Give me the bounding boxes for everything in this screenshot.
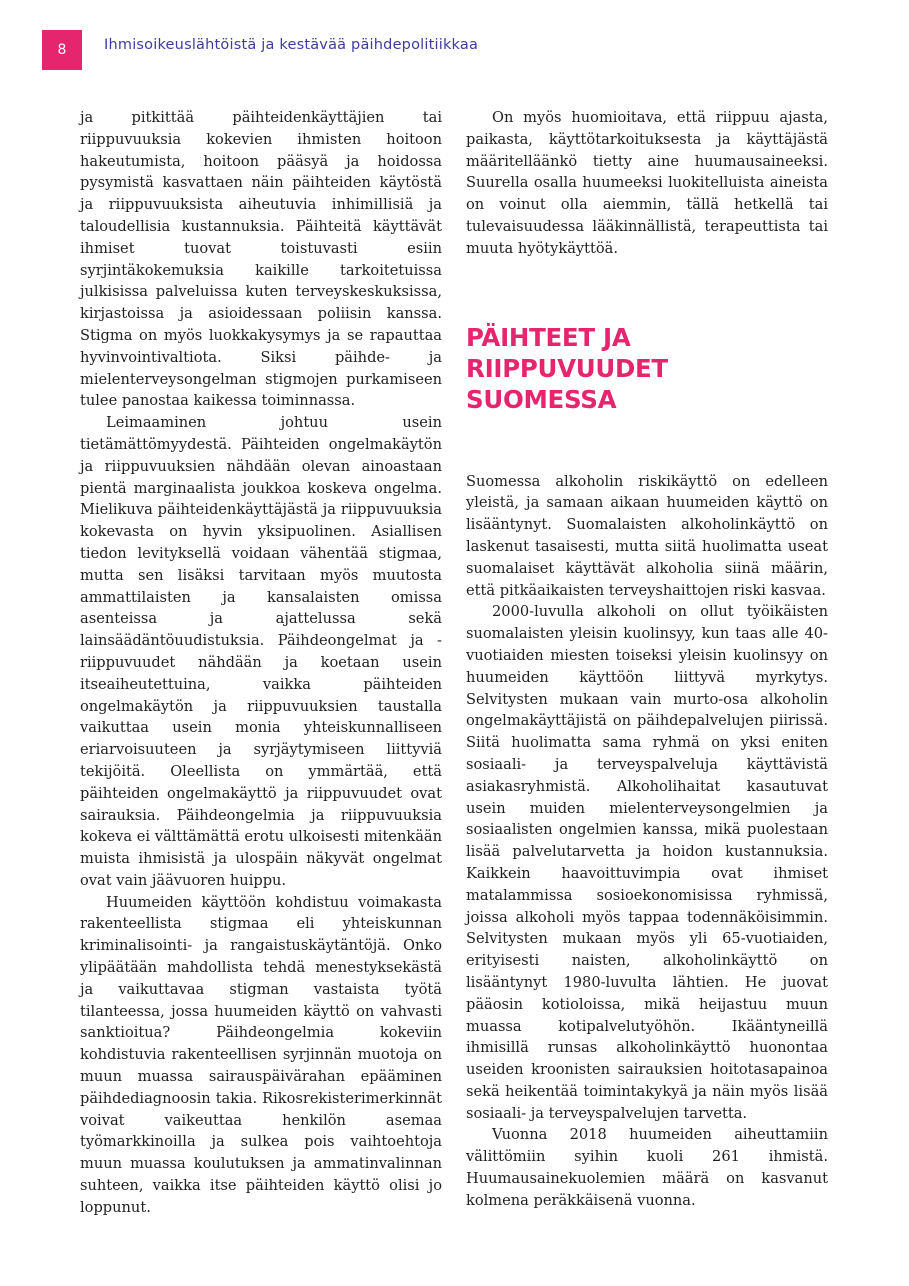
left-text-column — [80, 107, 442, 1219]
body-paragraph: On myös huomioitava, että riippuu ajasta, paikasta, käyttötarkoituksesta ja käyttäjästä määritelläänkö tietty aine huumausaineeksi. Suurella osalla huumeeksi luokitelluista aineista on voinut olla aiemmin, tällä hetkellä tai tulevaisuudessa lääkinnällistä, terapeuttista tai muuta hyötykäyttöä. — [466, 109, 828, 257]
running-header-title: Ihmisoikeuslähtöistä ja kestävää päihdepolitiikkaa — [104, 37, 479, 53]
section-heading — [466, 322, 828, 415]
right-text-column — [466, 107, 828, 1212]
page-number: 8 — [42, 30, 82, 70]
body-paragraph: Suomessa alkoholin riskikäyttö on edelleen yleistä, ja samaan aikaan huumeiden käyttö on lisääntynyt. Suomalaisten alkoholinkäyttö on laskenut tasaisesti, mutta siitä huolimatta useat suomalaiset käyttävät alkoholia siinä määrin, että pitkäaikaisten terveyshaittojen riski kasvaa. — [466, 472, 828, 599]
body-paragraph: Vuonna 2018 huumeiden aiheuttamiin välittömiin syihin kuoli 261 ihmistä. Huumausainekuolemien määrä on kasvanut kolmena peräkkäisenä vuonna. — [466, 1126, 828, 1209]
section-heading-line: PÄIHTEET JA — [466, 322, 631, 352]
body-paragraph: ja pitkittää päihteidenkäyttäjien tai riippuvuuksia kokevien ihmisten hoitoon hakeutumista, hoitoon pääsyä ja hoidossa pysymistä kasvattaen näin päihteiden käytöstä ja riippuvuuksista aiheutuvia inhimillisiä ja taloudellisia kustannuksia. Päihteitä käyttävät ihmiset tuovat toistuvasti esiin syrjintäkokemuksia kaikille tarkoitetuissa julkisissa palveluissa kuten terveyskeskuksissa, kirjastoissa ja asioidessaan poliisin kanssa. Stigma on myös luokkakysymys ja se rapauttaa hyvinvointivaltiota. Siksi päihde- ja mielenterveysongelman stigmojen purkamiseen tulee panostaa kaikessa toiminnassa. — [80, 109, 442, 410]
section-heading-line: RIIPPUVUUDET — [466, 353, 668, 383]
body-paragraph: Leimaaminen johtuu usein tietämättömyydestä. Päihteiden ongelmakäytön ja riippuvuuksien nähdään olevan ainoastaan pientä marginaalista joukkoa koskeva ongelma. Mielikuva päihteidenkäyttäjästä ja riippuvuuksia kokevasta on hyvin yksipuolinen. Asiallisen tiedon levityksellä voidaan vähentää stigmaa, mutta sen lisäksi tarvitaan myös muutosta ammattilaisten ja kansalaisten omissa asenteissa ja ajattelussa sekä lainsäädäntöuudistuksia. Päihdeongelmat ja -riippuvuudet nähdään ja koetaan usein itseaiheutettuina, vaikka päihteiden ongelmakäytön ja riippuvuuksien taustalla vaikuttaa usein monia yhteiskunnalliseen eriarvoisuuteen ja syrjäytymiseen liittyviä tekijöitä. Oleellista on ymmärtää, että päihteiden ongelmakäyttö ja riippuvuudet ovat sairauksia. Päihdeongelmia ja riippuvuuksia kokeva ei välttämättä erotu ulkoisesti mitenkään muista ihmisistä ja ulospäin näkyvät ongelmat ovat vain jäävuoren huippu. — [80, 414, 442, 889]
section-heading-line: SUOMESSA — [466, 384, 617, 414]
body-paragraph: Huumeiden käyttöön kohdistuu voimakasta rakenteellista stigmaa eli yhteiskunnan kriminalisointi- ja rangaistuskäytäntöjä. Onko ylipäätään mahdollista tehdä menestyksekästä ja vaikuttavaa stigman vastaista työtä tilanteessa, jossa huumeiden käyttö on vahvasti sanktioitua? Päihdeongelmia kokeviin kohdistuvia rakenteellisen syrjinnän muotoja on muun muassa sairauspäivärahan epääminen päihdediagnoosin takia. Rikosrekisterimerkinnät voivat vaikeuttaa henkilön asemaa työmarkkinoilla ja sulkea pois vaihtoehtoja muun muassa koulutuksen ja ammatinvalinnan suhteen, vaikka itse päihteiden käyttö olisi jo loppunut. — [80, 893, 442, 1216]
body-paragraph: 2000-luvulla alkoholi on ollut työikäisten suomalaisten yleisin kuolinsyy, kun taas alle 40-vuotiaiden miesten toiseksi yleisin kuolinsyy on huumeiden käyttöön liittyvä myrkytys. Selvitysten mukaan vain murto-osa alkoholin ongelmakäyttäjistä on päihdepalvelujen piirissä. Siitä huolimatta sama ryhmä on yksi eniten sosiaali- ja terveyspalveluja käyttävistä asiakasryhmistä. Alkoholihaitat kasautuvat usein muiden mielenterveysongelmien ja sosiaalisten ongelmien kanssa, mikä puolestaan lisää palvelutarvetta ja hoidon kustannuksia. Kaikkein haavoittuvimpia ovat ihmiset matalammissa sosioekonomisissa ryhmissä, joissa alkoholi myös tappaa todennäköisimmin. Selvitysten mukaan myös yli 65-vuotiaiden, erityisesti naisten, alkoholinkäyttö on lisääntynyt 1980-luvulta lähtien. He juovat pääosin kotioloissa, mikä heijastuu muun muassa kotipalvelutyöhön. Ikääntyneillä ihmisillä runsas alkoholinkäyttö huonontaa useiden kroonisten sairauksien hoitotasapainoa sekä heikentää toimintakykyä ja näin myös lisää sosiaali- ja terveyspalvelujen tarvetta. — [466, 603, 828, 1122]
